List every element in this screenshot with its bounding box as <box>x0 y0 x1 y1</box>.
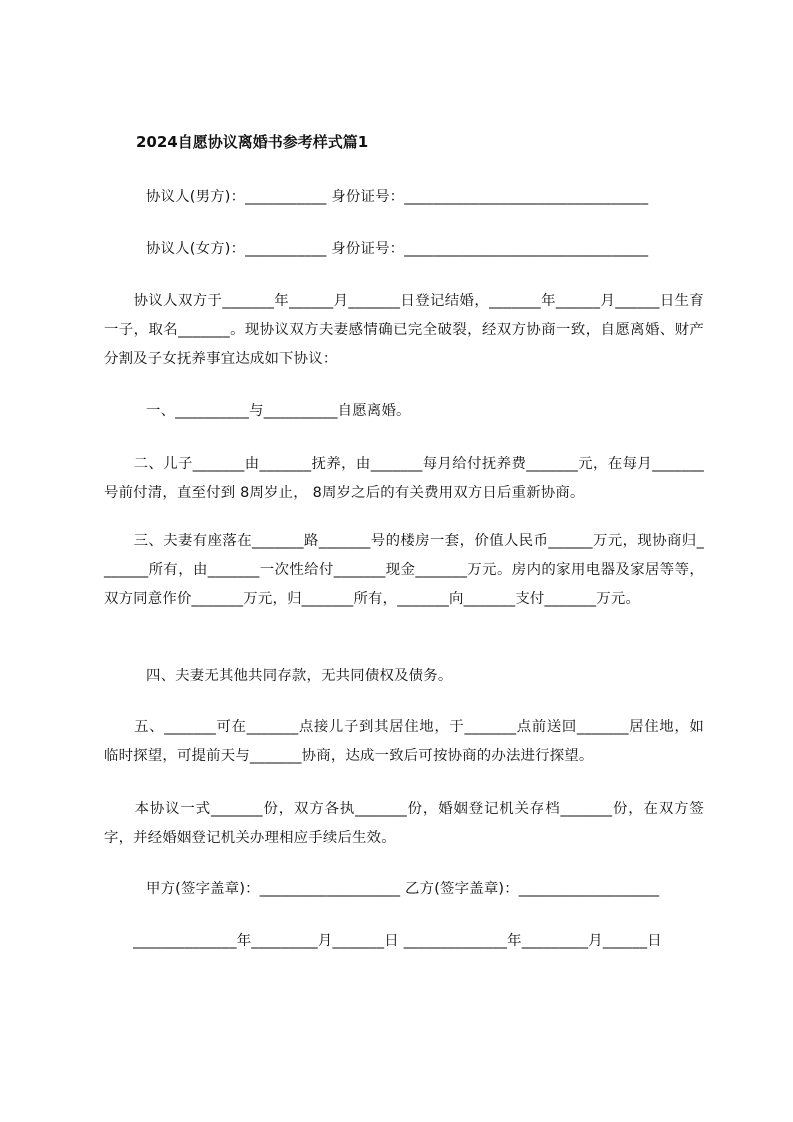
date-line: ______________年_________月_______日 ______________年_________月______日 <box>104 933 662 949</box>
female-party-line: 协议人(女方)：___________ 身份证号：_________________________________ <box>146 241 649 257</box>
clause-5: 五、_______可在_______点接儿子到其居住地，于_______点前送回_______居住地，如临时探望，可提前天与_______协商，达成一致后可按协商的办法进行探望。 <box>104 719 704 764</box>
document-title: 2024自愿协议离婚书参考样式篇1 <box>136 133 369 151</box>
male-party-line: 协议人(男方)：___________ 身份证号：_________________________________ <box>146 189 649 205</box>
clause-3: 三、夫妻有座落在_______路_______号的楼房一套，价值人民币______万元，现协商归_______所有，由_______一次性给付_______现金_______万元。房内的家用电器及家居等等，双方同意作价_______万元，归_______所有，_______向_______支付_______万元。 <box>104 533 704 607</box>
intro-paragraph: 协议人双方于_______年______月_______日登记结婚，_______年______月______日生育一子，取名_______。现协议双方夫妻感情确已完全破裂，经双方协商一致，自愿离婚、财产分割及子女抚养事宜达成如下协议： <box>104 293 704 367</box>
clause-2: 二、儿子_______由_______抚养，由_______每月给付抚养费_______元，在每月_______号前付清，直至付到 8周岁止， 8周岁之后的有关费用双方日后重新协商。 <box>104 456 704 501</box>
copies-paragraph: 本协议一式_______份，双方各执_______份，婚姻登记机关存档_______份，在双方签字，并经婚姻登记机关办理相应手续后生效。 <box>104 801 704 846</box>
clause-1: 一、__________与__________自愿离婚。 <box>146 403 411 419</box>
signature-line: 甲方(签字盖章)：___________________ 乙方(签字盖章)：___________________ <box>146 881 660 897</box>
clause-4: 四、夫妻无其他共同存款，无共同债权及债务。 <box>146 668 453 684</box>
